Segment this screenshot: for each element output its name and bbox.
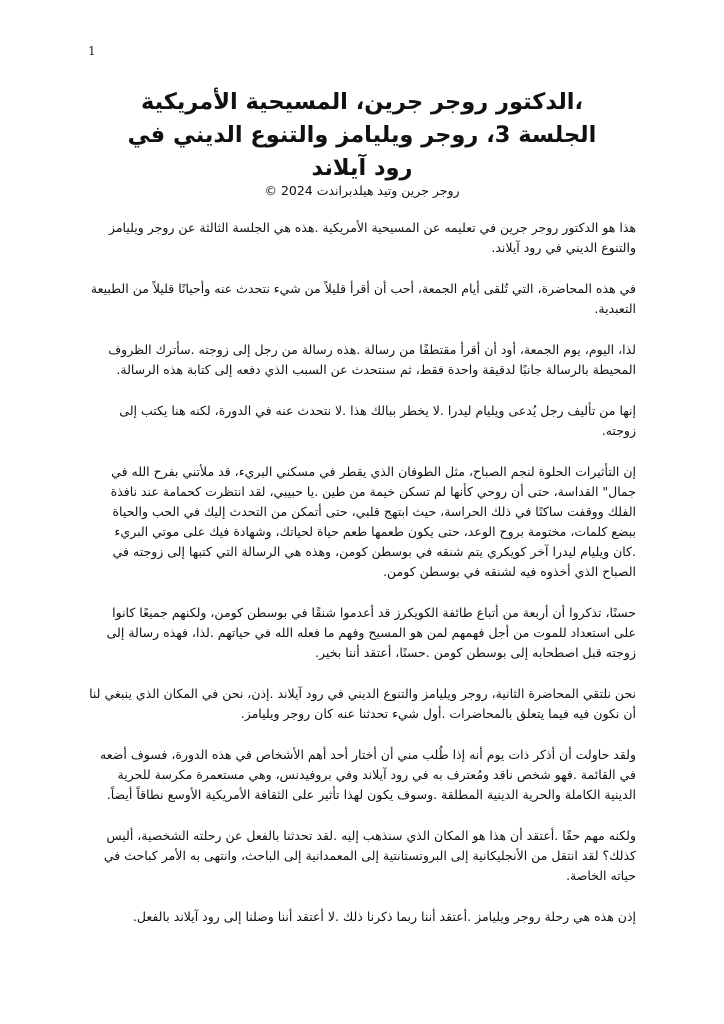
document-title — [90, 86, 634, 185]
paragraph: حسنًا، تذكروا أن أربعة من أتباع طائفة الكويكرز قد أعدموا شنقًا في بوسطن كومن، ولكنهم جميعًا كانوا على استعداد للموت من أجل فهمهم لمن هو المسيح وفهم ما فعله الله في حياتهم .لذا، فهذه رسالة إلى زوجته قبل اصطحابه إلى بوسطن كومن .حسنًا، أعتقد أننا بخير. — [106, 605, 636, 660]
paragraph: ولكنه مهم حقًا .أعتقد أن هذا هو المكان الذي سنذهب إليه .لقد تحدثنا بالفعل عن رحلته الشخصية، أليس كذلك؟ لقد انتقل من الأنجليكانية إلى البروتستانتية إلى المعمدانية إلى الباحث، وانتهى به الأمر كباحث في حياته الخاصة. — [103, 828, 636, 883]
paragraph: لذا، اليوم، يوم الجمعة، أود أن أقرأ مقتطفًا من رسالة .هذه رسالة من رجل إلى زوجته .سأترك الظروف المحيطة بالرسالة جانبًا لدقيقة واحدة فقط، ثم سنتحدث عن السبب الذي دفعه إلى كتابة هذه الرسالة. — [108, 342, 636, 377]
author-byline: روجر جرين وتيد هيلدبراندت 2024 © — [264, 183, 460, 198]
paragraph: إذن هذه هي رحلة روجر ويليامز .أعتقد أننا ربما ذكرنا ذلك .لا أعتقد أننا وصلنا إلى رود آيلاند بالفعل. — [132, 909, 636, 924]
paragraph: في هذه المحاضرة، التي تُلقى أيام الجمعة، أحب أن أقرأ قليلاً من شيء نتحدث عنه وأحيانًا قليلاً من الطبيعة التعبدية. — [90, 281, 636, 316]
paragraph: إن التأثيرات الحلوة لنجم الصباح، مثل الطوفان الذي يقطر في مسكني البريء، قد ملأتني بفرح الله في جمال" القداسة، حتى أن روحي كأنها لم تسكن خيمة من طين .يا حبيبي، لقد انتظرت كحمامة عند نافذة الفلك ووقفت ساكنًا في ذلك الحراسة، حيث ابتهج قلبي، حتى أتمكن من التحدث إليك في الحب والحياة ببضع كلمات، مختومة بروح الوعد، حتى يكون طعمها طعم حياة لحياتك، وشهادة فيك على موتي البريء .كان ويليام ليدرا آخر كويكري يتم شنقه في بوسطن كومن، وهذه هي الرسالة التي كتبها إلى زوجته في الصباح الذي أخذوه فيه لشنقه في بوسطن كومن. — [110, 464, 636, 579]
paragraph: ولقد حاولت أن أذكر ذات يوم أنه إذا طُلب مني أن أختار أحد أهم الأشخاص في هذه الدورة، فسوف أضعه في القائمة .فهو شخص ناقد ومُعترف به في رود آيلاند وفي بروفيدنس، وهي مستعمرة مكرسة للحرية الدينية الكاملة والحرية الدينية المطلقة .وسوف يكون لهذا تأثير على الثقافة الأمريكية الأوسع نطاقاً أيضاً. — [100, 747, 636, 802]
page-number: 1 — [88, 44, 96, 58]
paragraph: هذا هو الدكتور روجر جرين في تعليمه عن المسيحية الأمريكية .هذه هي الجلسة الثالثة عن روجر ويليامز والتنوع الديني في رود آيلاند. — [108, 220, 636, 255]
title-line: الجلسة 3، روجر ويليامز والتنوع الديني في — [127, 122, 597, 148]
title-line: رود آيلاند — [311, 155, 413, 181]
paragraph: نحن نلتقي المحاضرة الثانية، روجر ويليامز والتنوع الديني في رود آيلاند .إذن، نحن في المكان الذي ينبغي لنا أن نكون فيه فيما يتعلق بالمحاضرات .أول شيء تحدثنا عنه كان روجر ويليامز. — [89, 686, 636, 721]
paragraph: إنها من تأليف رجل يُدعى ويليام ليدرا .لا يخطر ببالك هذا .لا نتحدث عنه في الدورة، لكنه هنا يكتب إلى زوجته. — [119, 403, 636, 438]
document-body — [88, 218, 636, 948]
title-line: ،الدكتور روجر جرين، المسيحية الأمريكية — [140, 89, 584, 115]
